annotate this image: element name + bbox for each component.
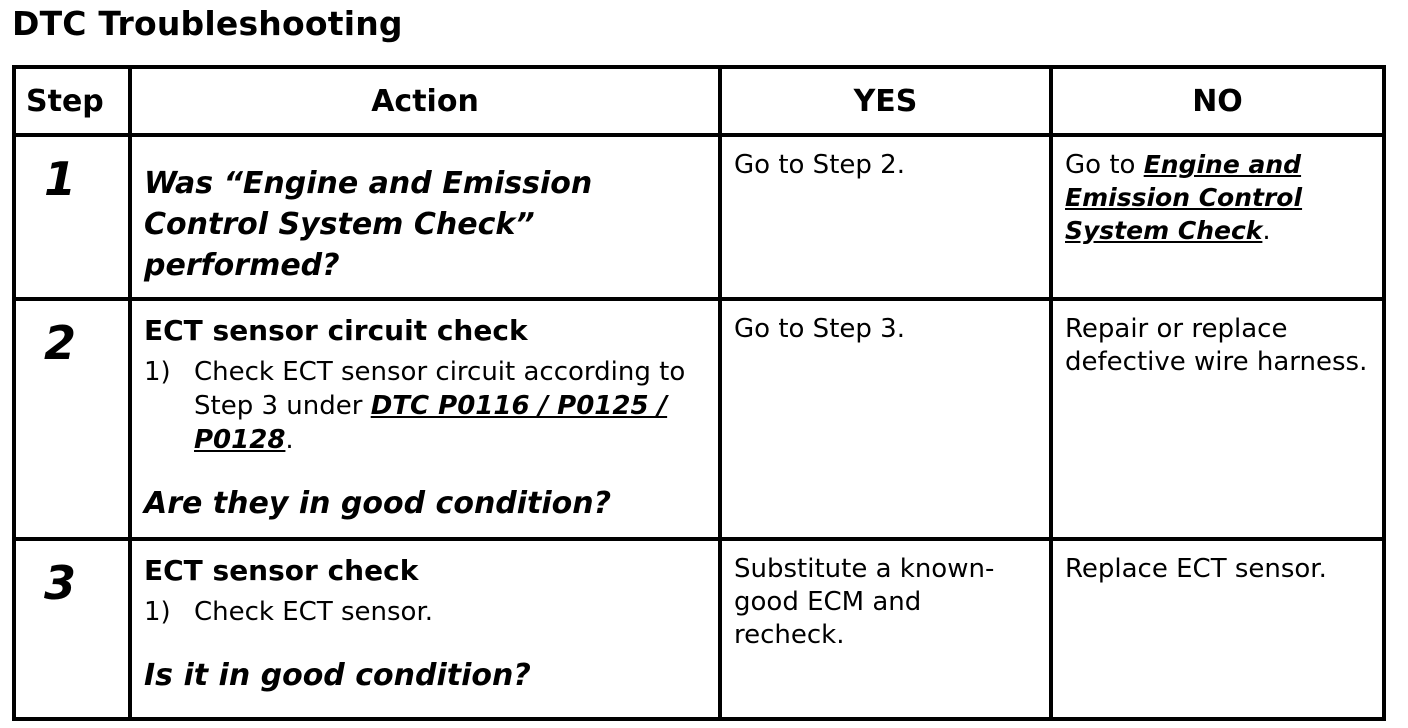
action-cell [130,135,720,299]
yes-text: Substitute a known-good ECM and recheck. [734,554,995,650]
step-cell [14,539,130,719]
dtc-p0116-link[interactable]: DTC P0116 / P0125 / P0128 [194,391,668,455]
procedure-text: Check ECT sensor. [194,597,434,627]
no-text: Repair or replace defective wire harness. [1065,314,1368,377]
step-cell [14,135,130,299]
troubleshooting-table [12,65,1386,721]
header-action: Action [130,67,720,135]
header-yes: YES [720,67,1051,135]
no-cell [1051,539,1384,719]
procedure-step [144,595,708,629]
no-cell [1051,299,1384,539]
action-heading: ECT sensor check [144,554,419,587]
procedure-number: 1) [144,357,171,387]
procedure-text: Check ECT sensor circuit according to Step 3 under [194,357,686,421]
procedure-number: 1) [144,597,171,627]
yes-text: Go to Step 3. [734,314,905,344]
action-question: Are they in good condition? [144,486,612,521]
no-text: Replace ECT sensor. [1065,554,1327,584]
no-prefix: Go to [1065,150,1144,180]
header-no: NO [1051,67,1384,135]
table-row [14,135,1384,299]
step-cell [14,299,130,539]
yes-cell [720,299,1051,539]
action-heading: ECT sensor circuit check [144,314,528,347]
yes-cell [720,539,1051,719]
action-cell [130,299,720,539]
procedure-step [144,355,708,457]
action-question: Is it in good condition? [144,658,531,693]
header-row [14,67,1384,135]
yes-cell [720,135,1051,299]
page-title: DTC Troubleshooting [12,4,403,43]
engine-emission-check-link[interactable]: Engine and Emission Control System Check [1065,150,1303,245]
header-step: Step [14,67,130,135]
yes-text: Go to Step 2. [734,150,905,180]
step-number: 2 [44,316,77,370]
procedure-body [194,355,708,457]
action-cell [130,539,720,719]
action-question: Was “Engine and Emission Control System Check” performed? [144,166,593,283]
table-row [14,299,1384,539]
step-number: 1 [44,152,77,206]
no-cell [1051,135,1384,299]
procedure-suffix: . [285,425,294,455]
no-suffix: . [1262,216,1271,246]
table-row [14,539,1384,719]
step-number: 3 [44,556,77,610]
